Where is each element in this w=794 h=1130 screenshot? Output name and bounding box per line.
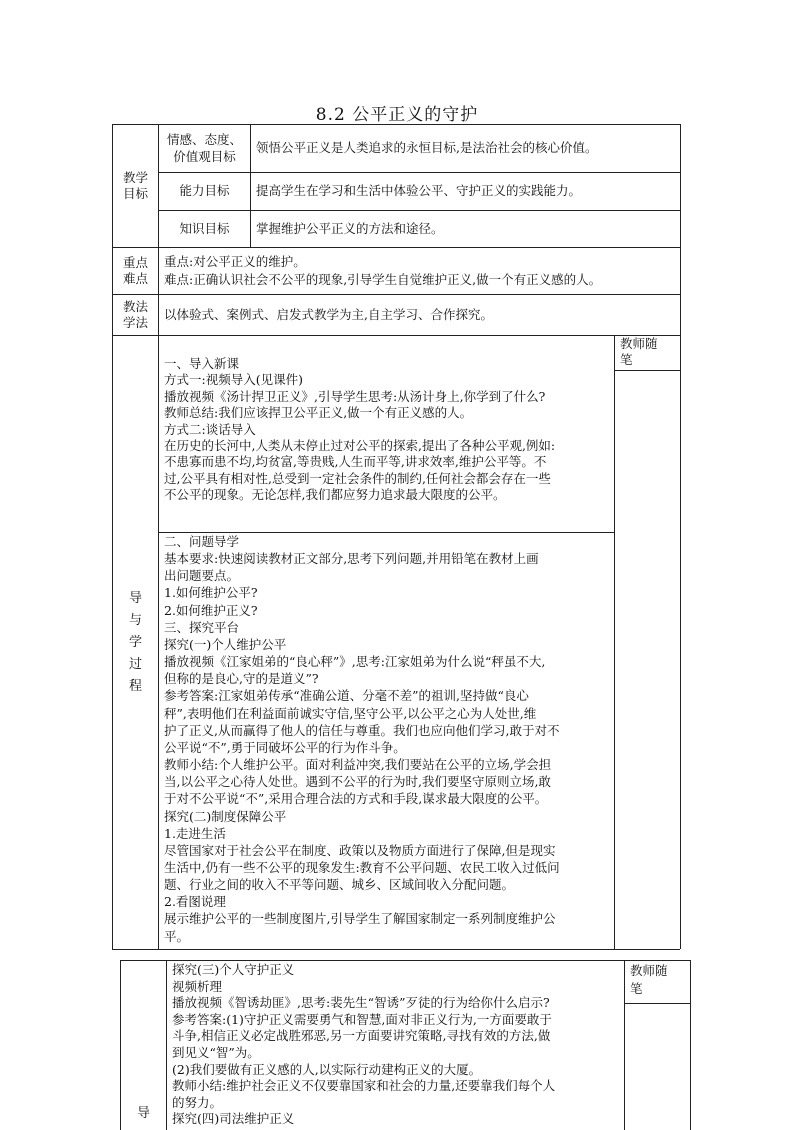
objective-label-ability: 能力目标 — [179, 183, 230, 199]
text-line: 播放视频《汤计捍卫正义》,引导学生思考:从汤计身上,你学到了什么? — [164, 388, 546, 404]
text-line: 1.如何维护公平? — [164, 585, 258, 601]
text-line: 教师小结:个人维护公平。面对利益冲突,我们要站在公平的立场,学会担 — [164, 757, 552, 773]
text-line: 过,公平具有相对性,总受到一定社会条件的制约,任何社会都会存在一些 — [164, 470, 551, 486]
text-line: 平。 — [164, 928, 190, 944]
text-line: 播放视频《智诱劫匪》,思考:裴先生“智诱”歹徒的行为给你什么启示? — [172, 995, 550, 1011]
text-line: 2.看图说理 — [164, 894, 226, 910]
text-line: 的努力。 — [172, 1094, 223, 1110]
text-line: 二、问题导学 — [164, 534, 240, 549]
text-line: 当,以公平之心待人处世。遇到不公平的行为时,我们要坚守原则立场,敢 — [164, 774, 551, 790]
process-label: 导 与 学 过 程 — [128, 590, 142, 694]
text-line: 基本要求:快速阅读教材正文部分,思考下列问题,并用铅笔在教材上画 — [164, 551, 539, 567]
text-line: 题、行业之间的收入不平等问题、城乡、区域间收入分配问题。 — [164, 877, 515, 893]
keypoints-content — [164, 253, 678, 289]
text-line: 参考答案:(1)守护正义需要勇气和智慧,面对非正义行为,一方面要敢于 — [172, 1011, 552, 1027]
text-line: 探究(一)个人维护公平 — [164, 636, 287, 652]
process-section-intro — [164, 356, 612, 504]
text-line: 生活中,仍有一些不公平的现象发生:教育不公平问题、农民工收入过低问 — [164, 859, 560, 875]
text-line: 1.走进生活 — [164, 825, 226, 841]
objective-label-emotion: 情感、态度、 价值观目标 — [166, 132, 242, 164]
methods-label: 教法 学法 — [122, 298, 148, 330]
methods-content: 以体验式、案例式、启发式教学为主,自主学习、合作探究。 — [164, 306, 493, 322]
text-line: 教师总结:我们应该捍卫公平正义,做一个有正义感的人。 — [164, 405, 473, 421]
text-line: 参考答案:江家姐弟传承“准确公道、分毫不差”的祖训,坚持做“良心 — [164, 688, 529, 704]
text-line: 探究(四)司法维护正义 — [172, 1111, 295, 1127]
process-section-guide — [164, 533, 612, 945]
text-line: 秤”,表明他们在利益面前诚实守信,坚守公平,以公平之心为人处世,维 — [164, 705, 537, 721]
text-line: 斗争,相信正义必定战胜邪恶,另一方面要讲究策略,寻找有效的方法,做 — [172, 1028, 551, 1044]
text-line: 公平说“不”,勇于同破坏公平的行为作斗争。 — [164, 739, 406, 755]
text-line: 探究(三)个人守护正义 — [172, 962, 295, 977]
text-line: 但称的是良心,守的是道义”? — [164, 671, 319, 687]
text-line: 方式二:谈话导入 — [164, 421, 256, 437]
objective-content-knowledge: 掌握维护公平正义的方法和途径。 — [256, 220, 444, 236]
objective-label-knowledge: 知识目标 — [179, 220, 230, 236]
text-line: 三、探究平台 — [164, 619, 240, 635]
text-line: (2)我们要做有正义感的人,以实际行动建构正义的大厦。 — [172, 1061, 482, 1077]
objective-content-emotion: 领悟公平正义是人类追求的永恒目标,是法治社会的核心价值。 — [256, 140, 598, 156]
text-line: 教师小结:维护社会正义不仅要靠国家和社会的力量,还要靠我们每个人 — [172, 1078, 556, 1094]
keypoints-label: 重点 难点 — [122, 254, 148, 286]
text-line: 一、导入新课 — [164, 356, 240, 371]
text-line: 探究(二)制度保障公平 — [164, 808, 287, 824]
text-line: 尽管国家对于社会公平在制度、政策以及物质方面进行了保障,但是现实 — [164, 842, 556, 858]
objective-content-ability: 提高学生在学习和生活中体验公平、守护正义的实践能力。 — [256, 183, 582, 199]
teacher-notes-label-continued: 教师随 笔 — [630, 963, 668, 996]
process-section-justice — [172, 962, 622, 1128]
text-line: 出问题要点。 — [164, 568, 240, 584]
text-line: 视频析理 — [172, 978, 223, 994]
text-line: 不患寡而患不均,均贫富,等贵贱,人生而平等,讲求效率,维护公平等。不 — [164, 454, 547, 470]
text-line: 方式一:视频导入(见课件) — [164, 372, 303, 388]
objectives-label: 教学 目标 — [122, 169, 148, 201]
text-line: 播放视频《江家姐弟的“良心秤”》,思考:江家姐弟为什么说“秤虽不大, — [164, 654, 546, 670]
keypoint-line: 难点:正确认识社会不公平的现象,引导学生自觉维护正义,做一个有正义感的人。 — [164, 272, 602, 287]
process-label-continued: 导 — [136, 1106, 150, 1121]
text-line: 于对不公平说“不”,采用合理合法的方式和手段,谋求最大限度的公平。 — [164, 791, 548, 807]
text-line: 展示维护公平的一些制度图片,引导学生了解国家制定一系列制度维护公 — [164, 911, 556, 927]
text-line: 在历史的长河中,人类从未停止过对公平的探索,提出了各种公平观,例如: — [164, 438, 556, 454]
text-line: 护了正义,从而赢得了他人的信任与尊重。我们也应向他们学习,敢于对不 — [164, 722, 560, 738]
keypoint-line: 重点:对公平正义的维护。 — [164, 254, 306, 269]
document-title: 8.2 公平正义的守护 — [315, 105, 479, 125]
text-line: 到见义“智”为。 — [172, 1044, 260, 1060]
text-line: 2.如何维护正义? — [164, 602, 258, 618]
teacher-notes-label: 教师随 笔 — [620, 336, 658, 367]
text-line: 不公平的现象。无论怎样,我们都应努力追求最大限度的公平。 — [164, 487, 506, 503]
